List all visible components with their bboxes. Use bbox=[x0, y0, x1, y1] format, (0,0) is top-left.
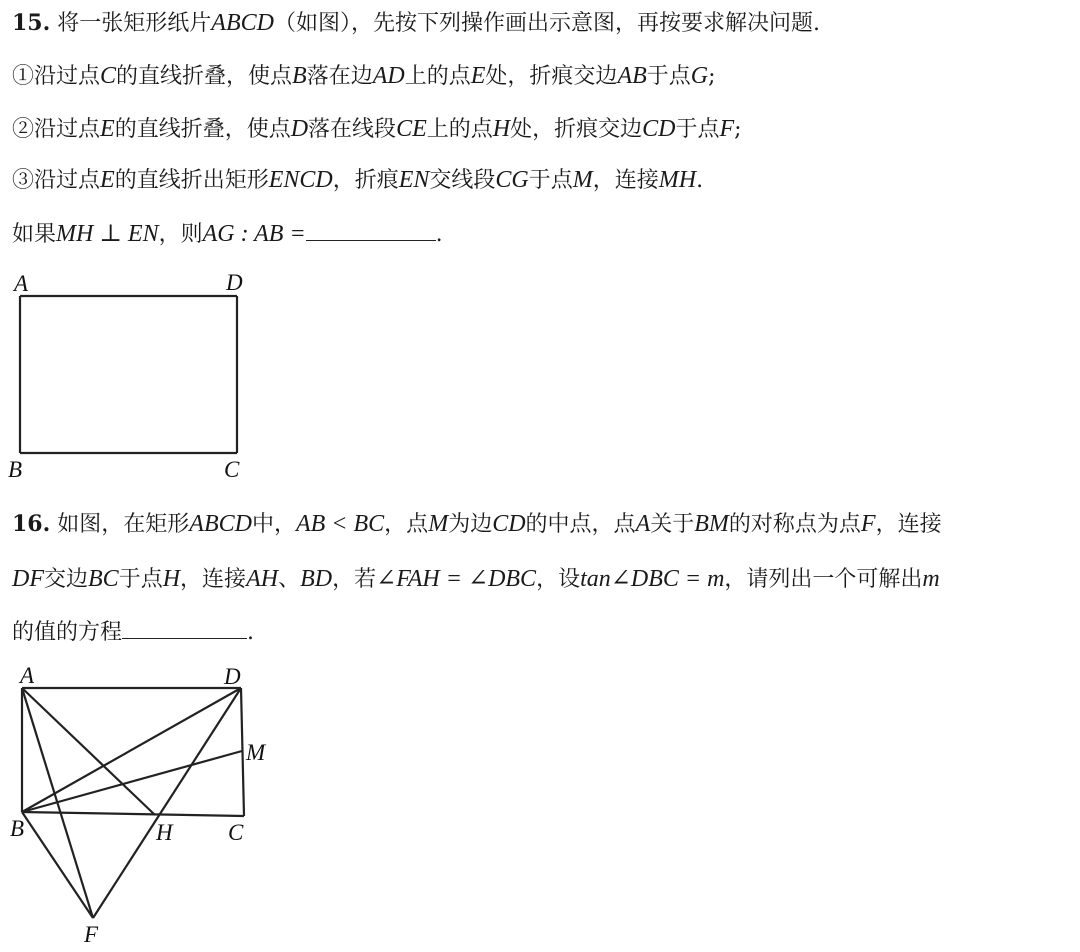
label-M: M bbox=[246, 740, 266, 765]
text: 的值的方程 bbox=[12, 620, 123, 645]
text: ，连接 bbox=[875, 512, 942, 537]
label-A: A bbox=[14, 271, 29, 296]
math: G bbox=[690, 63, 709, 89]
math: CE bbox=[396, 116, 427, 142]
text: 中， bbox=[251, 512, 296, 537]
text: 交边 bbox=[44, 567, 89, 592]
text: ; bbox=[708, 64, 716, 89]
math: F bbox=[860, 511, 876, 537]
math: AB bbox=[617, 63, 647, 89]
math: ABCD bbox=[211, 10, 274, 36]
label-B: B bbox=[10, 816, 25, 841]
math: E bbox=[100, 167, 115, 193]
text: ，请列出一个可解出 bbox=[724, 567, 923, 592]
text: . bbox=[247, 620, 255, 645]
text: ③沿过点 bbox=[12, 168, 101, 193]
text: 如果 bbox=[12, 222, 57, 247]
label-C: C bbox=[228, 820, 244, 845]
text: 关于 bbox=[650, 512, 695, 537]
segment-BF bbox=[22, 812, 93, 918]
label-F: F bbox=[84, 922, 99, 947]
text: 落在边 bbox=[306, 64, 373, 89]
math: AB < BC bbox=[295, 511, 385, 537]
math: H bbox=[492, 116, 511, 142]
text: 于点 bbox=[646, 64, 691, 89]
label-C: C bbox=[224, 457, 240, 482]
math: M bbox=[572, 167, 593, 193]
math: CD bbox=[492, 511, 526, 537]
math: CD bbox=[642, 116, 676, 142]
math: BD bbox=[300, 566, 333, 592]
text: ; bbox=[734, 117, 742, 142]
text: . bbox=[696, 168, 704, 193]
text: （如图），先按下列操作画出示意图，再按要求解决问题. bbox=[273, 11, 820, 36]
math: AH bbox=[246, 566, 279, 592]
segment-BM bbox=[22, 751, 242, 812]
math: A bbox=[635, 511, 651, 537]
text: 处，折痕交边 bbox=[485, 64, 618, 89]
text: 、 bbox=[278, 567, 301, 592]
math: E bbox=[470, 63, 486, 89]
math: ENCD bbox=[268, 167, 333, 193]
problem-number: 15. bbox=[12, 10, 51, 36]
math: D bbox=[290, 116, 309, 142]
text: 的直线折叠，使点 bbox=[114, 117, 291, 142]
text: 为边 bbox=[448, 512, 493, 537]
text: 于点 bbox=[118, 567, 163, 592]
text: ①沿过点 bbox=[12, 64, 101, 89]
text: 落在线段 bbox=[308, 117, 397, 142]
math: BM bbox=[694, 511, 729, 537]
text: 处，折痕交边 bbox=[510, 117, 643, 142]
text: 上的点 bbox=[404, 64, 471, 89]
text: ，连接 bbox=[180, 567, 247, 592]
text: 于点 bbox=[528, 168, 573, 193]
segment-DF bbox=[93, 688, 241, 918]
label-D: D bbox=[224, 664, 241, 689]
math: ∠FAH = ∠DBC bbox=[376, 566, 537, 592]
figure-16 bbox=[22, 688, 244, 918]
text: 的直线折叠，使点 bbox=[116, 64, 293, 89]
label-A: A bbox=[20, 663, 35, 688]
math: m bbox=[922, 566, 940, 592]
math: AD bbox=[372, 63, 405, 89]
math: M bbox=[428, 511, 449, 537]
math: MH ⊥ EN bbox=[56, 221, 159, 247]
math: C bbox=[100, 63, 117, 89]
math: F bbox=[719, 116, 735, 142]
math: MH bbox=[658, 167, 697, 193]
math: CG bbox=[495, 167, 529, 193]
math: DF bbox=[12, 566, 44, 592]
text: 于点 bbox=[675, 117, 720, 142]
text: ，折痕 bbox=[332, 168, 399, 193]
text: . bbox=[435, 222, 443, 247]
text: ②沿过点 bbox=[12, 117, 101, 142]
edge-CB bbox=[22, 812, 244, 816]
label-H: H bbox=[156, 820, 173, 845]
label-D: D bbox=[226, 270, 243, 295]
math: EN bbox=[398, 167, 430, 193]
text: 的中点，点 bbox=[525, 512, 636, 537]
text: ，连接 bbox=[592, 168, 659, 193]
text: 交线段 bbox=[429, 168, 496, 193]
label-B: B bbox=[8, 457, 23, 482]
text: ，设 bbox=[536, 567, 581, 592]
math: E bbox=[100, 116, 115, 142]
problem-number: 16. bbox=[12, 511, 51, 537]
math: BC bbox=[88, 566, 119, 592]
text: 的直线折出矩形 bbox=[114, 168, 269, 193]
text: 将一张矩形纸片 bbox=[57, 11, 212, 36]
math: AG : AB = bbox=[202, 221, 306, 247]
text: 上的点 bbox=[426, 117, 493, 142]
text: ，点 bbox=[384, 512, 429, 537]
text: 如图，在矩形 bbox=[57, 512, 190, 537]
text: ，则 bbox=[158, 222, 203, 247]
text: ，若 bbox=[332, 567, 377, 592]
math: B bbox=[292, 63, 307, 89]
text: 的对称点为点 bbox=[728, 512, 861, 537]
math: H bbox=[162, 566, 181, 592]
figure-15 bbox=[20, 296, 237, 453]
math: tan∠DBC = m bbox=[580, 566, 725, 592]
math: ABCD bbox=[189, 511, 252, 537]
